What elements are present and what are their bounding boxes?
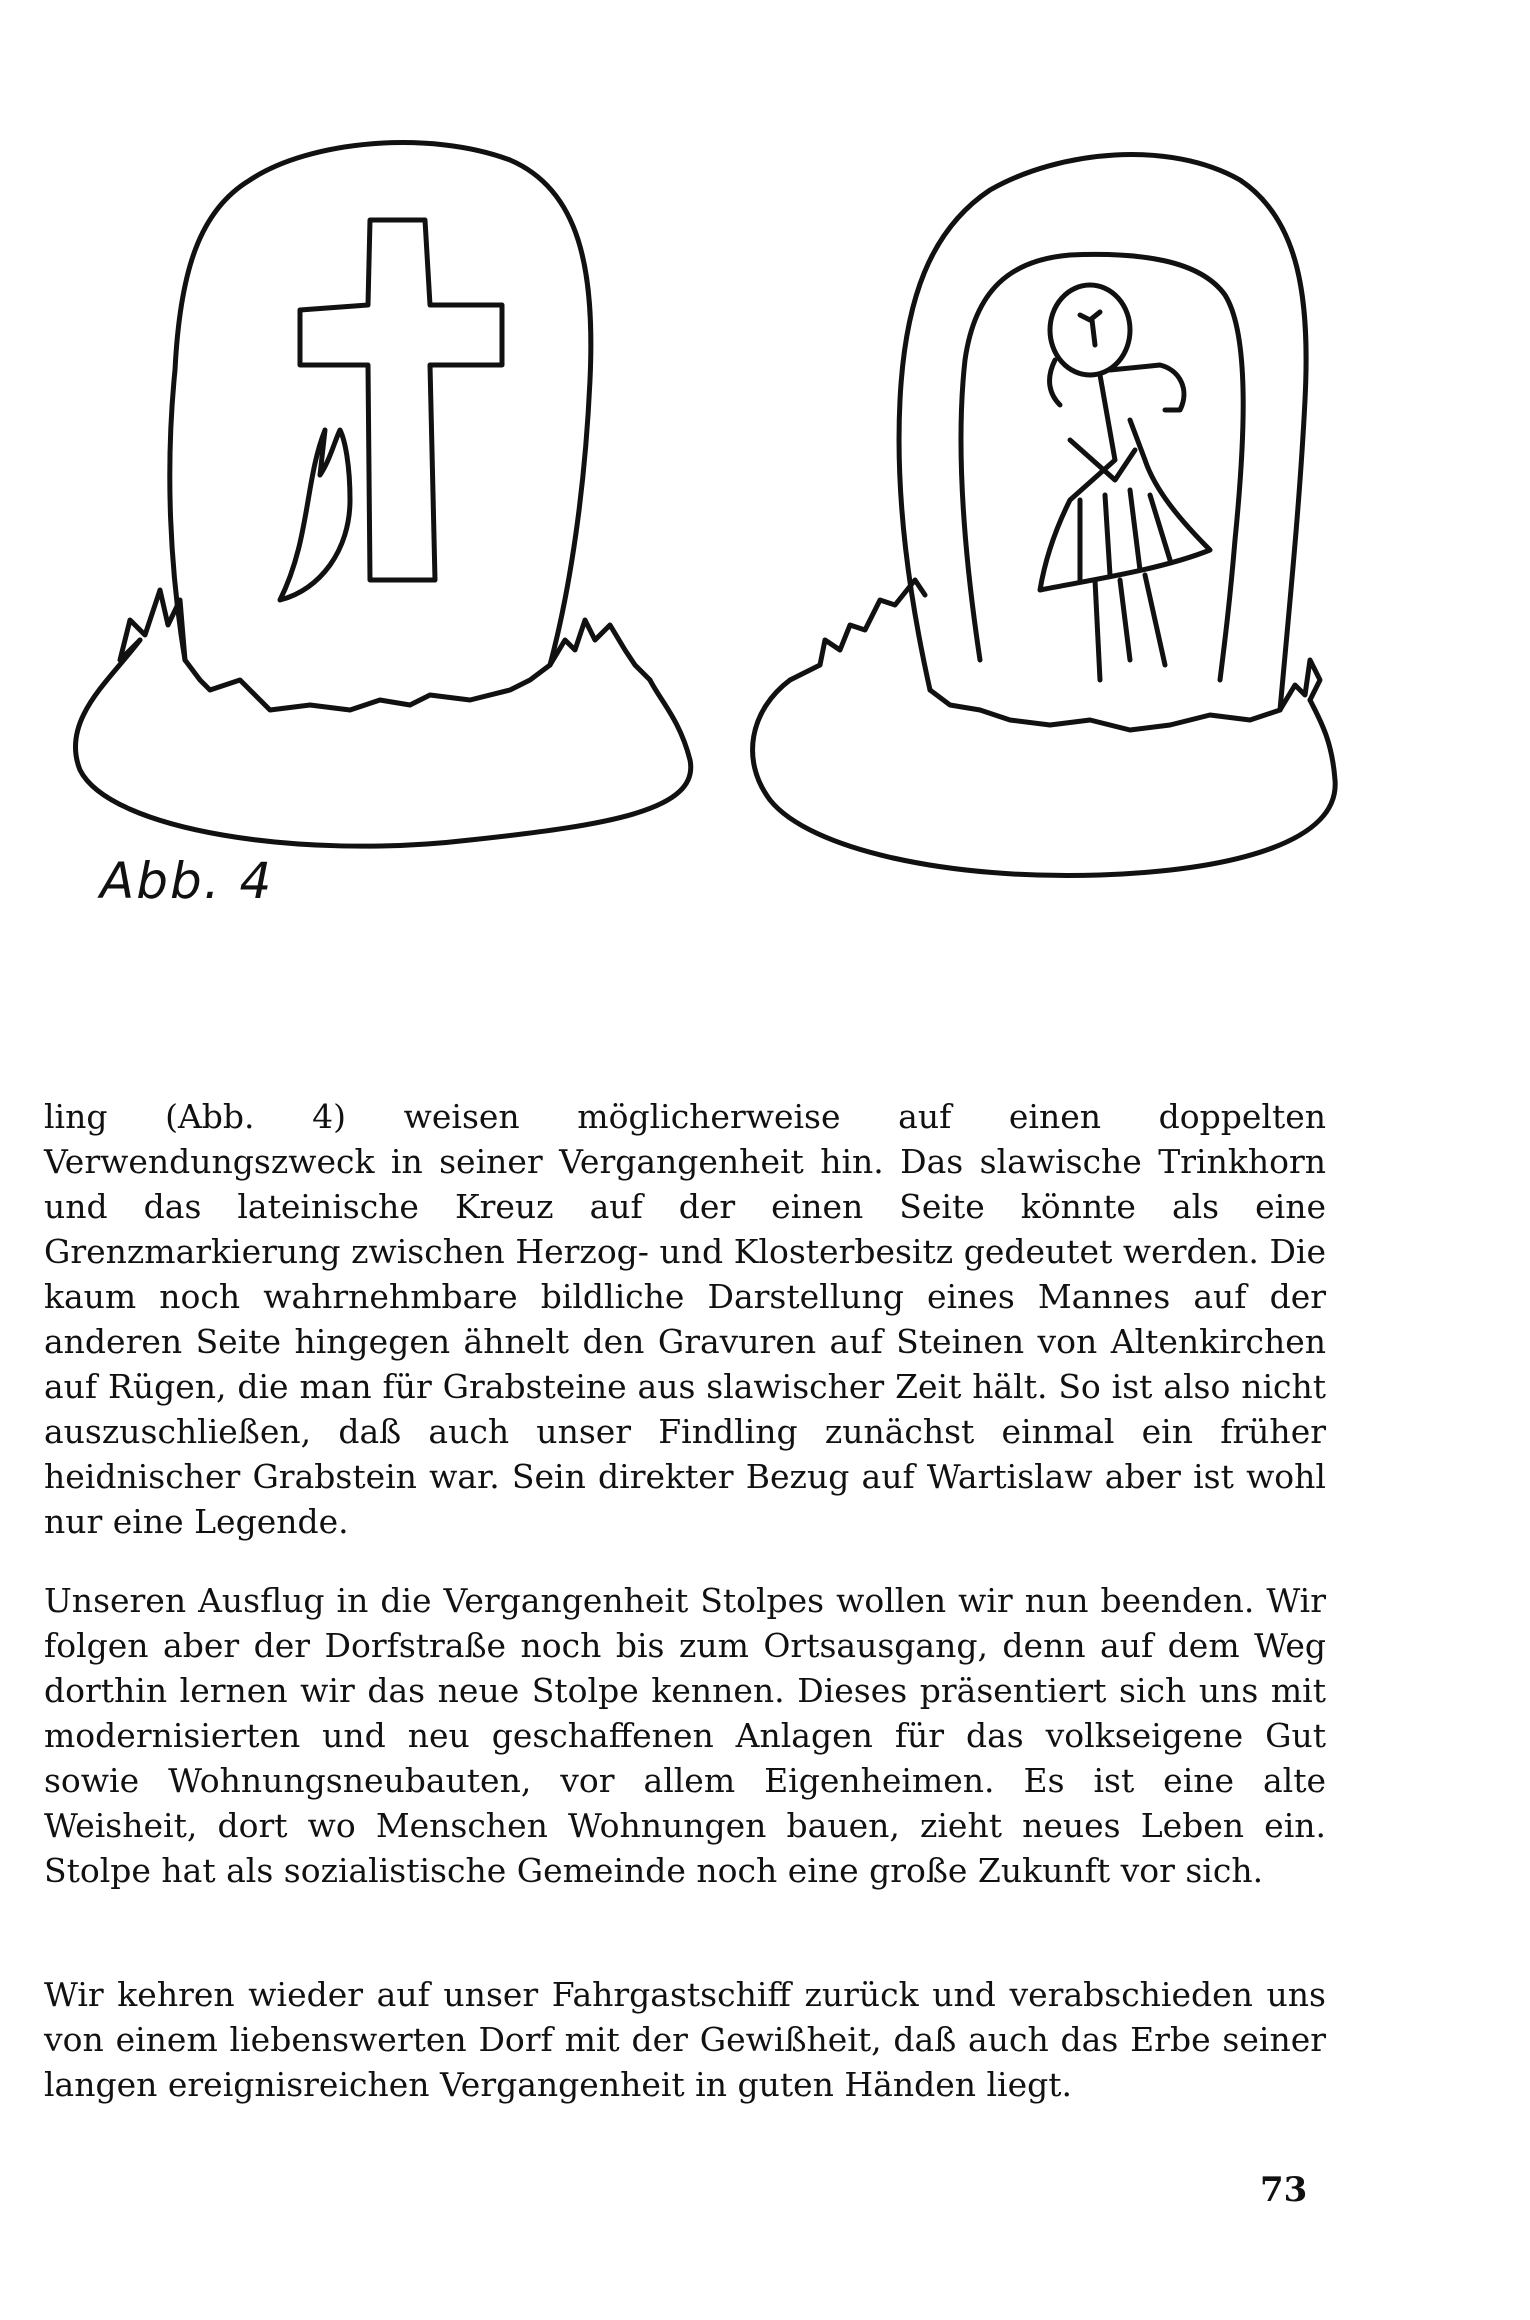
paragraph-1: ling (Abb. 4) weisen möglicherweise auf einen doppelten Verwendungszweck in seiner Vergangenheit hin. Das slawische Trinkhorn und das lateinische Kreuz auf der einen Seite könnte als eine Grenzmarkierung zwischen Herzog- und Klosterbesitz gedeutet werden. Die kaum noch wahrnehmbare bildliche Darstellung eines Mannes auf der anderen Seite hingegen ähnelt den Gravuren auf Steinen von Altenkirchen auf Rügen, die man für Grabsteine aus slawischer Zeit hält. So ist also nicht auszuschließen, daß auch unser Findling zunächst einmal ein früher heidnischer Grabstein war. Sein direkter Bezug auf Wartislaw aber ist wohl nur eine Legende. — [44, 1097, 1326, 1541]
stone-drawings-figure — [50, 120, 1350, 890]
figure-caption-label: Abb. 4 — [100, 852, 274, 910]
paragraph-2: Unseren Ausflug in die Vergangenheit Stolpes wollen wir nun beenden. Wir folgen aber der Dorfstraße noch bis zum Ortsausgang, denn auf dem Weg dorthin lernen wir das neue Stolpe kennen. Dieses präsentiert sich uns mit modernisierten und neu geschaffenen Anlagen für das volkseigene Gut sowie Wohnungsneubauten, vor allem Eigenheimen. Es ist eine alte Weisheit, dort wo Menschen Wohnungen bauen, zieht neues Leben ein. Stolpe hat als sozialistische Gemeinde noch eine große Zukunft vor sich. — [44, 1581, 1326, 1890]
cross-icon — [300, 220, 502, 580]
crescent-horn-icon — [280, 430, 350, 600]
left-stone-drawing — [75, 143, 690, 847]
right-stone-drawing — [753, 155, 1336, 876]
human-figure-icon — [1040, 285, 1210, 680]
page-number: 73 — [1260, 2170, 1308, 2210]
paragraph-3: Wir kehren wieder auf unser Fahrgastschiff zurück und verabschieden uns von einem liebenswerten Dorf mit der Gewißheit, daß auch das Erbe seiner langen ereignisreichen Vergangenheit in guten Händen liegt. — [44, 1975, 1326, 2104]
